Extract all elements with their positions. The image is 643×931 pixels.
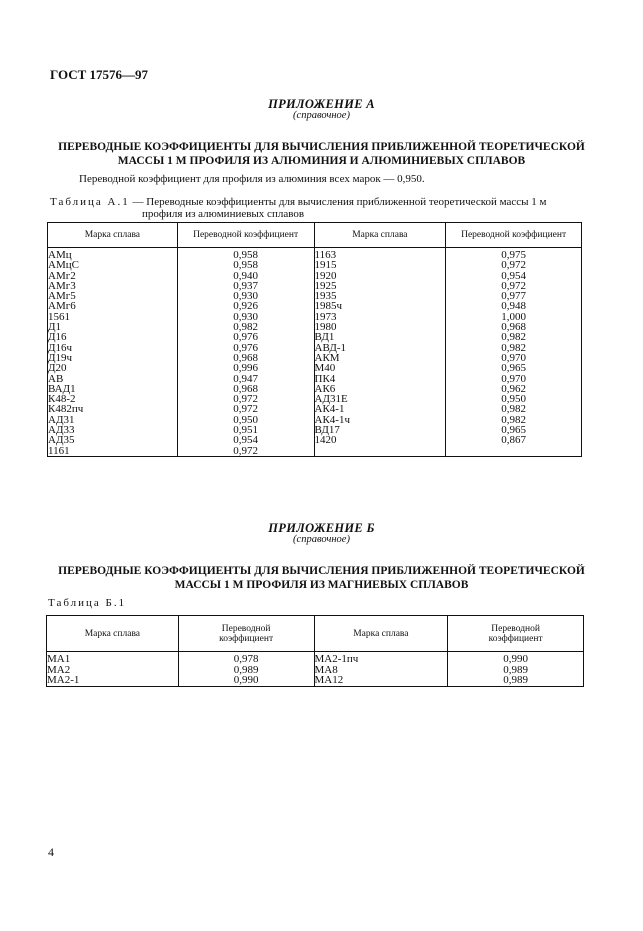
table-b1-header-coef-2	[448, 616, 584, 652]
cell-grade-2: 1915	[314, 260, 446, 270]
cell-coef-1: 0,968	[177, 384, 314, 394]
table-a1-header-grade-2: Марка сплава	[314, 223, 446, 248]
cell-coef-1: 0,972	[177, 404, 314, 414]
cell-grade-2: МА12	[314, 675, 448, 686]
cell-grade-2: 1925	[314, 281, 446, 291]
cell-coef-1: 0,954	[177, 435, 314, 445]
cell-grade-1: МА2	[47, 665, 179, 676]
table-b1-header-coef-2-line1: Переводной	[491, 623, 540, 634]
cell-coef-1: 0,930	[177, 312, 314, 322]
cell-coef-1: 0,989	[178, 665, 314, 676]
table-a1-header-coef-1: Переводной коэффициент	[177, 223, 314, 248]
cell-coef-2: 0,968	[446, 322, 582, 332]
cell-coef-2: 0,970	[446, 374, 582, 384]
cell-coef-2: 1,000	[446, 312, 582, 322]
cell-coef-2: 0,989	[448, 675, 584, 686]
table-b1-header-coef-2-line2: коэффициент	[488, 633, 543, 644]
cell-coef-2: 0,965	[446, 363, 582, 373]
cell-coef-2: 0,977	[446, 291, 582, 301]
cell-grade-2	[314, 446, 446, 457]
cell-grade-1: АД33	[48, 425, 178, 435]
table-b1-label: Таблица Б.1	[48, 597, 127, 609]
cell-grade-2: АК4-1	[314, 404, 446, 414]
cell-grade-1: Д1	[48, 322, 178, 332]
cell-coef-2: 0,975	[446, 248, 582, 261]
cell-coef-2	[446, 446, 582, 457]
table-row	[48, 435, 582, 445]
cell-coef-1: 0,951	[177, 425, 314, 435]
cell-grade-2: АКМ	[314, 353, 446, 363]
cell-coef-1: 0,982	[177, 322, 314, 332]
cell-grade-2: 1980	[314, 322, 446, 332]
appendix-a-heading-line1: ПЕРЕВОДНЫЕ КОЭФФИЦИЕНТЫ ДЛЯ ВЫЧИСЛЕНИЯ ПРИБЛИЖЕННОЙ ТЕОРЕТИЧЕСКОЙ	[58, 141, 585, 153]
table-b1-header-row	[47, 616, 584, 652]
cell-grade-2: МА8	[314, 665, 448, 676]
cell-grade-1: К48-2	[48, 394, 178, 404]
cell-grade-2: АК4-1ч	[314, 415, 446, 425]
cell-grade-1: АМг5	[48, 291, 178, 301]
cell-grade-1: АМц	[48, 248, 178, 261]
cell-grade-2: ПК4	[314, 374, 446, 384]
table-a1-header-row	[48, 223, 582, 248]
cell-coef-2: 0,982	[446, 404, 582, 414]
cell-grade-1: 1161	[48, 446, 178, 457]
cell-grade-1: К482пч	[48, 404, 178, 414]
cell-grade-1: ВАД1	[48, 384, 178, 394]
cell-coef-2: 0,972	[446, 260, 582, 270]
cell-coef-1: 0,990	[178, 675, 314, 686]
cell-coef-2: 0,990	[448, 652, 584, 665]
table-b1-header-grade-2: Марка сплава	[314, 616, 448, 652]
cell-coef-1: 0,972	[177, 394, 314, 404]
appendix-a-title: ПРИЛОЖЕНИЕ А	[268, 97, 375, 111]
appendix-b-title: ПРИЛОЖЕНИЕ Б	[268, 521, 375, 535]
cell-coef-1: 0,947	[177, 374, 314, 384]
cell-coef-2: 0,867	[446, 435, 582, 445]
cell-coef-1: 0,930	[177, 291, 314, 301]
cell-grade-2: М40	[314, 363, 446, 373]
cell-grade-1: АМцС	[48, 260, 178, 270]
cell-coef-1: 0,950	[177, 415, 314, 425]
cell-grade-2: МА2-1пч	[314, 652, 448, 665]
table-row	[48, 446, 582, 457]
cell-coef-1: 0,976	[177, 343, 314, 353]
table-a1-caption-line2: профиля из алюминиевых сплавов	[142, 208, 305, 220]
appendix-a-heading	[0, 140, 643, 168]
appendix-b-heading-line2: МАССЫ 1 М ПРОФИЛЯ ИЗ МАГНИЕВЫХ СПЛАВОВ	[174, 579, 469, 591]
cell-coef-1: 0,976	[177, 332, 314, 342]
cell-coef-2: 0,982	[446, 415, 582, 425]
cell-coef-2: 0,948	[446, 301, 582, 311]
appendix-b-subtitle: (справочное)	[293, 534, 350, 545]
cell-grade-1: АМг2	[48, 271, 178, 281]
table-a1-label: Таблица А.1	[50, 196, 130, 208]
cell-grade-1: МА2-1	[47, 675, 179, 686]
cell-coef-1: 0,940	[177, 271, 314, 281]
table-a1-caption	[50, 196, 610, 220]
appendix-a-subtitle: (справочное)	[293, 110, 350, 121]
cell-grade-2: 1163	[314, 248, 446, 261]
table-b1-header-coef-1-line1: Переводной	[221, 623, 271, 634]
cell-grade-1: МА1	[47, 652, 179, 665]
cell-grade-1: Д16	[48, 332, 178, 342]
cell-coef-1: 0,958	[177, 260, 314, 270]
cell-grade-2: ВД17	[314, 425, 446, 435]
cell-grade-2: АД31Е	[314, 394, 446, 404]
cell-coef-1: 0,996	[177, 363, 314, 373]
cell-grade-1: АМг6	[48, 301, 178, 311]
table-b1-header-coef-1	[178, 616, 314, 652]
cell-grade-1: 1561	[48, 312, 178, 322]
cell-coef-1: 0,972	[177, 446, 314, 457]
appendix-b-heading-line1: ПЕРЕВОДНЫЕ КОЭФФИЦИЕНТЫ ДЛЯ ВЫЧИСЛЕНИЯ ПРИБЛИЖЕННОЙ ТЕОРЕТИЧЕСКОЙ	[58, 565, 585, 577]
cell-grade-2: 1420	[314, 435, 446, 445]
cell-grade-2: 1920	[314, 271, 446, 281]
appendix-b-heading	[0, 564, 643, 592]
cell-grade-2: ВД1	[314, 332, 446, 342]
cell-grade-2: АВД-1	[314, 343, 446, 353]
cell-coef-2: 0,982	[446, 332, 582, 342]
cell-coef-1: 0,958	[177, 248, 314, 261]
cell-grade-1: Д19ч	[48, 353, 178, 363]
cell-coef-1: 0,926	[177, 301, 314, 311]
cell-grade-1: АД35	[48, 435, 178, 445]
table-b1-body	[47, 652, 584, 687]
table-a1-header-grade-1: Марка сплава	[48, 223, 178, 248]
table-row	[47, 675, 584, 686]
cell-coef-2: 0,989	[448, 665, 584, 676]
table-a1	[47, 222, 582, 457]
cell-grade-1: Д20	[48, 363, 178, 373]
table-b1	[46, 615, 584, 687]
cell-coef-1: 0,968	[177, 353, 314, 363]
cell-grade-2: 1985ч	[314, 301, 446, 311]
table-b1-header-grade-1: Марка сплава	[47, 616, 179, 652]
table-a1-body	[48, 248, 582, 457]
cell-coef-2: 0,982	[446, 343, 582, 353]
cell-coef-2: 0,962	[446, 384, 582, 394]
table-b1-header-coef-1-line2: коэффициент	[219, 633, 274, 644]
document-code: ГОСТ 17576—97	[50, 67, 149, 82]
table-row	[47, 652, 584, 665]
cell-grade-1: АД31	[48, 415, 178, 425]
cell-grade-2: АК6	[314, 384, 446, 394]
page-number: 4	[48, 845, 54, 859]
table-a1-header-coef-2: Переводной коэффициент	[446, 223, 582, 248]
cell-coef-2: 0,970	[446, 353, 582, 363]
cell-coef-2: 0,972	[446, 281, 582, 291]
table-a1-caption-line1: — Переводные коэффициенты для вычисления приближенной теоретической массы 1 м	[129, 196, 547, 208]
aluminium-note: Переводной коэффициент для профиля из алюминия всех марок — 0,950.	[79, 173, 425, 185]
appendix-a-heading-line2: МАССЫ 1 М ПРОФИЛЯ ИЗ АЛЮМИНИЯ И АЛЮМИНИЕВЫХ СПЛАВОВ	[117, 155, 526, 167]
cell-grade-1: АМг3	[48, 281, 178, 291]
cell-grade-2: 1973	[314, 312, 446, 322]
cell-coef-2: 0,950	[446, 394, 582, 404]
cell-grade-1: Д16ч	[48, 343, 178, 353]
cell-coef-1: 0,978	[178, 652, 314, 665]
cell-coef-2: 0,965	[446, 425, 582, 435]
cell-coef-1: 0,937	[177, 281, 314, 291]
cell-grade-1: АВ	[48, 374, 178, 384]
cell-grade-2: 1935	[314, 291, 446, 301]
cell-coef-2: 0,954	[446, 271, 582, 281]
